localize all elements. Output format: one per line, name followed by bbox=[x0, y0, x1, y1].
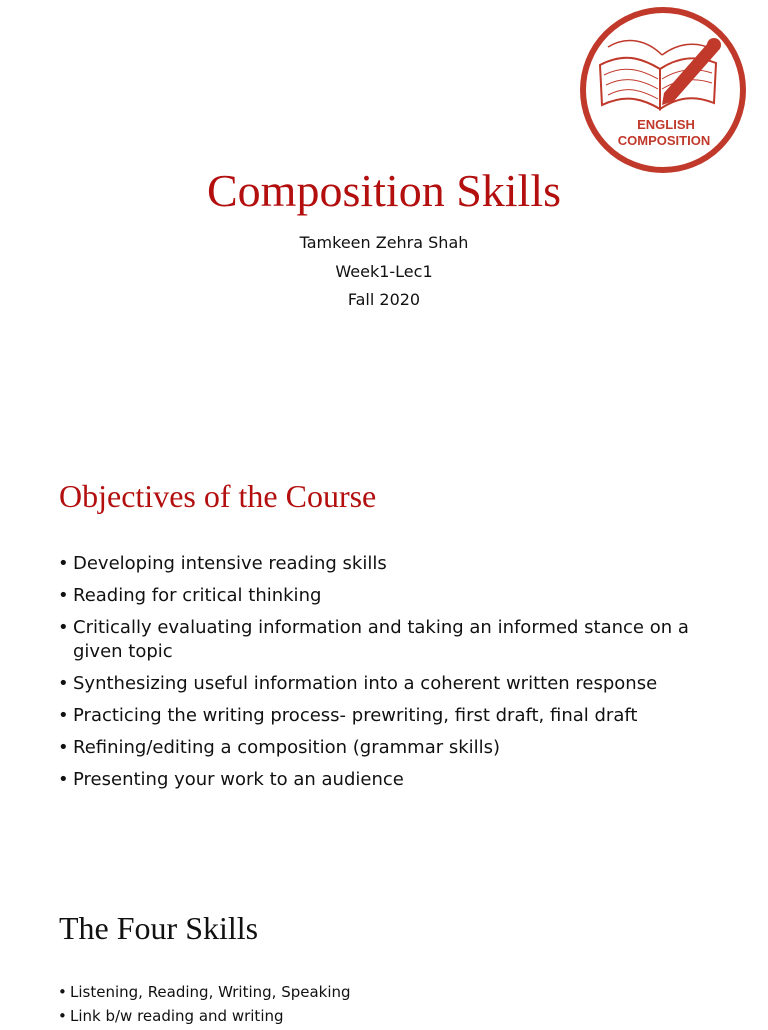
four-skills-list bbox=[58, 982, 718, 1030]
list-item: • Listening, Reading, Writing, Speaking bbox=[58, 983, 351, 1001]
list-item: • Link b/w reading and writing bbox=[58, 1007, 284, 1025]
author-name: Tamkeen Zehra Shah bbox=[299, 233, 469, 252]
term-label: Fall 2020 bbox=[347, 290, 421, 309]
english-composition-logo bbox=[578, 5, 748, 175]
list-item: • Synthesizing useful information into a coherent written response bbox=[58, 673, 658, 694]
objectives-title: Objectives of the Course bbox=[59, 478, 377, 514]
list-item: • Presenting your work to an audience bbox=[58, 769, 404, 790]
objectives-list bbox=[58, 552, 718, 800]
four-skills-title: The Four Skills bbox=[59, 910, 259, 946]
list-item: • Practicing the writing process- prewriting, first draft, final draft bbox=[58, 705, 638, 726]
list-item: • Developing intensive reading skills bbox=[58, 553, 387, 574]
subtitle-block bbox=[0, 229, 768, 315]
title-slide bbox=[0, 0, 768, 430]
logo-text-composition: COMPOSITION bbox=[617, 133, 711, 148]
list-item: • Refining/editing a composition (grammar skills) bbox=[58, 737, 501, 758]
logo-text-english: ENGLISH bbox=[637, 117, 695, 132]
list-item: • Reading for critical thinking bbox=[58, 585, 322, 606]
slide-title: Composition Skills bbox=[206, 165, 562, 216]
lecture-id: Week1-Lec1 bbox=[335, 261, 433, 281]
list-item: • Critically evaluating information and taking an informed stance on a given topic bbox=[58, 617, 689, 662]
